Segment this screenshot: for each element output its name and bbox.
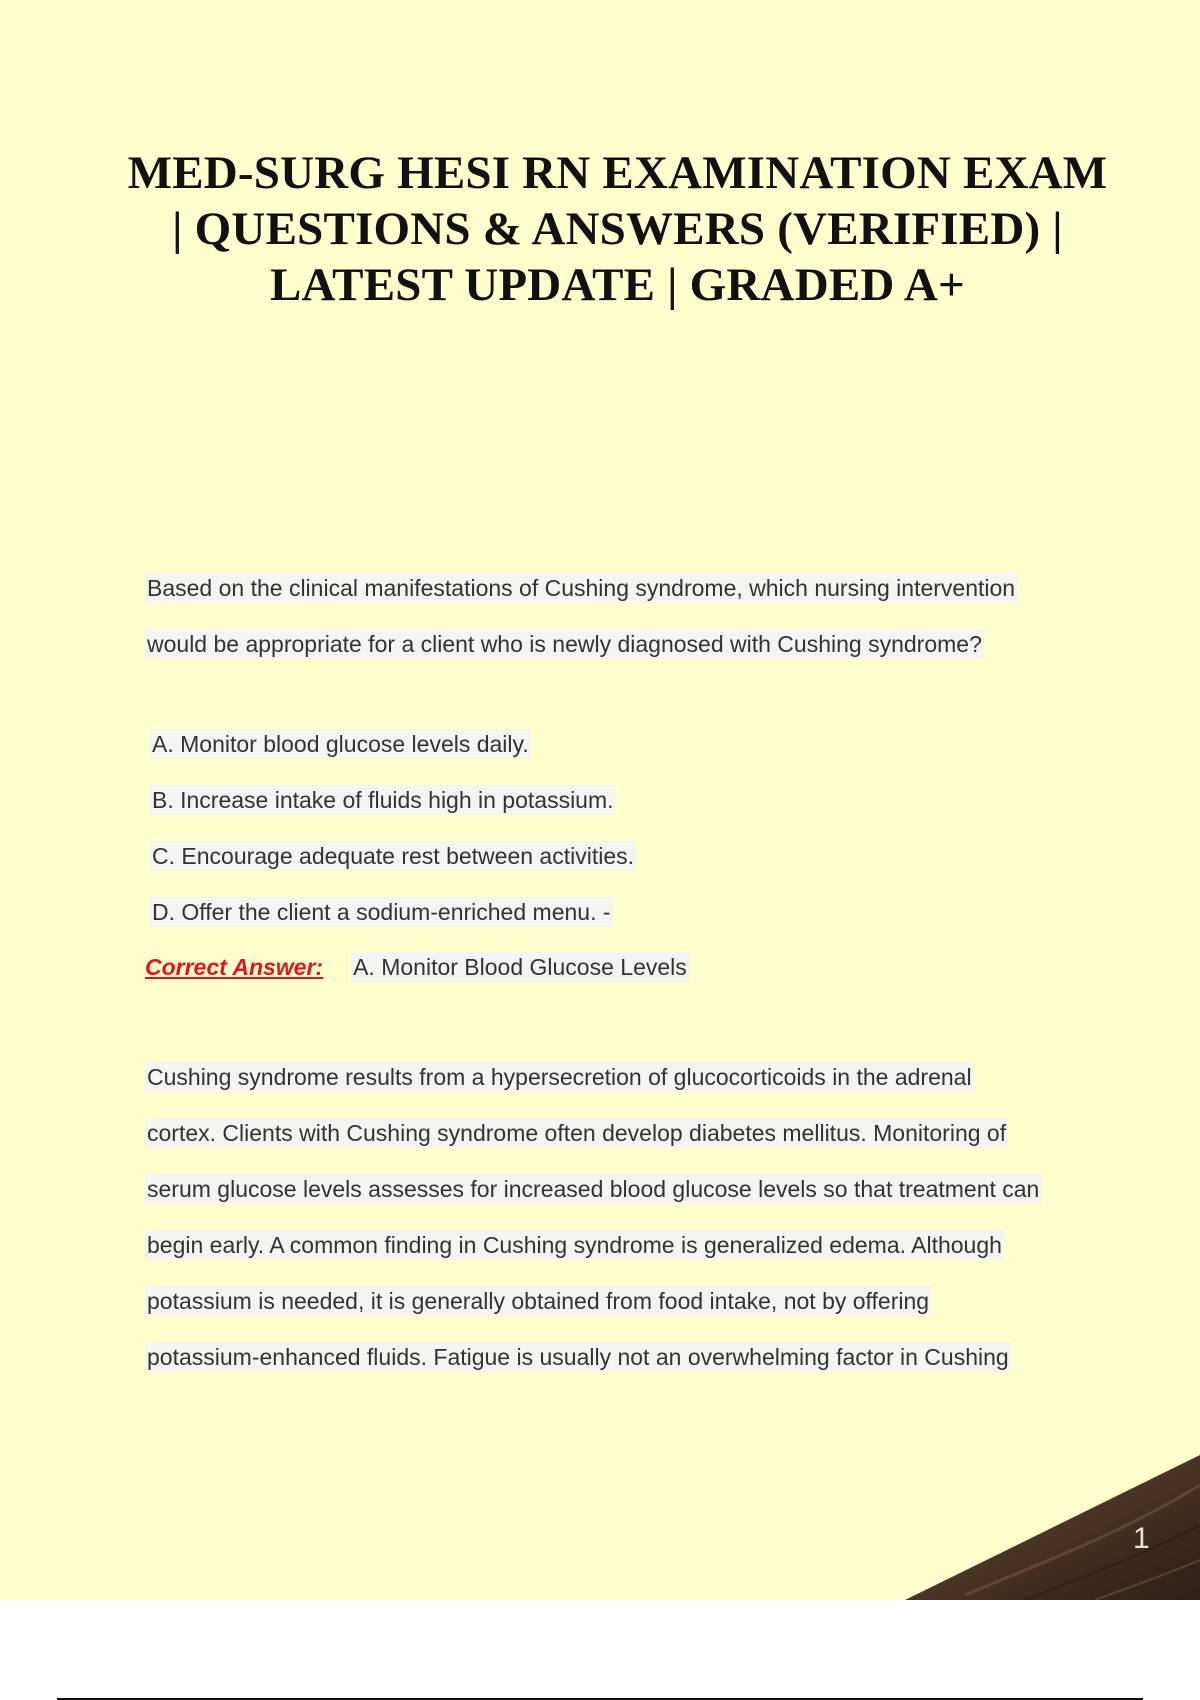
wood-corner-decoration — [905, 1455, 1200, 1600]
option-a: A. Monitor blood glucose levels daily. — [152, 731, 529, 757]
rationale-text — [145, 1060, 1105, 1396]
question-line: Based on the clinical manifestations of Cushing syndrome, which nursing intervention — [147, 575, 1016, 601]
rationale-line: begin early. A common finding in Cushing syndrome is generalized edema. Although — [147, 1232, 1002, 1258]
question-text — [145, 560, 1095, 672]
option-c: C. Encourage adequate rest between activities. — [152, 843, 635, 869]
option-d: D. Offer the client a sodium-enriched menu. - — [152, 899, 611, 925]
rationale-line: Cushing syndrome results from a hypersecretion of glucocorticoids in the adrenal — [147, 1064, 972, 1090]
answer-options — [150, 727, 1050, 951]
question-line: would be appropriate for a client who is newly diagnosed with Cushing syndrome? — [147, 631, 982, 657]
correct-answer-label: Correct Answer: — [145, 954, 324, 980]
rationale-line: potassium is needed, it is generally obtained from food intake, not by offering — [147, 1288, 930, 1314]
document-title: MED-SURG HESI RN EXAMINATION EXAM | QUESTIONS & ANSWERS (VERIFIED) | LATEST UPDATE | GRADED A+ — [127, 147, 1108, 311]
correct-answer-row — [145, 950, 689, 988]
rationale-line: cortex. Clients with Cushing syndrome often develop diabetes mellitus. Monitoring of — [147, 1120, 1007, 1146]
page-number: 1 — [1133, 1522, 1150, 1555]
rationale-line: potassium-enhanced fluids. Fatigue is usually not an overwhelming factor in Cushing — [147, 1344, 1009, 1370]
option-b: B. Increase intake of fluids high in potassium. — [152, 787, 614, 813]
correct-answer-value: A. Monitor Blood Glucose Levels — [353, 954, 687, 980]
rationale-line: serum glucose levels assesses for increased blood glucose levels so that treatment can — [147, 1176, 1040, 1202]
